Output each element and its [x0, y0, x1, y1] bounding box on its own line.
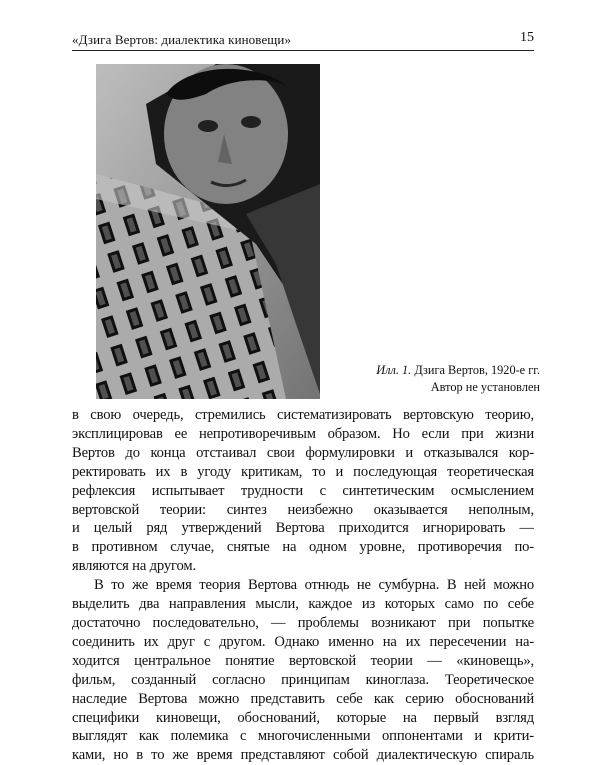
caption-line-2: Автор не установлен — [430, 380, 540, 394]
text-line: выглядят как полемика с многочисленными оппонентами и крити- — [72, 728, 534, 745]
text-line: в противном случае, снятые на одном уровне, противоречия по- — [72, 539, 534, 556]
text-line: специфики киновещи, обоснований, которые на первый взгляд — [72, 709, 534, 726]
paragraph-1 — [72, 406, 534, 576]
portrait-photo — [96, 64, 320, 399]
text-line: и целый ряд утверждений Вертова приходится игнорировать — — [72, 520, 534, 537]
paragraph-2 — [72, 576, 534, 765]
text-line: фильм, созданный согласно принципам киноглаза. Теоретическое — [72, 671, 534, 688]
caption-text: Дзига Вертов, 1920-е гг. — [411, 363, 540, 377]
text-line: соединить их друг с другом. Однако именно на их пересечении на- — [72, 633, 534, 650]
text-line: вертовской теории: синтез неизбежно оказывается неполным, — [72, 501, 534, 518]
text-line: наследие Вертова можно представить себе как серию обоснований — [72, 690, 534, 707]
running-title: «Дзига Вертов: диалектика киновещи» — [72, 32, 292, 47]
page-number: 15 — [520, 30, 534, 45]
body-text — [72, 406, 534, 765]
caption-line-1 — [330, 362, 540, 379]
portrait-photo-drawing — [96, 64, 320, 399]
figure-caption — [330, 362, 540, 396]
text-line: ками, но в то же время представляют собой диалектическую спираль — [72, 747, 534, 764]
text-line: достаточно последовательно, — проблемы возникают при попытке — [72, 614, 534, 631]
text-line: ректировать их в угоду критикам, то и последующая теоретическая — [72, 463, 534, 480]
text-line: являются на другом. — [72, 558, 196, 575]
running-header — [72, 30, 534, 51]
text-line: эксплицировав ее непротиворечивым образом. Но если при жизни — [72, 425, 534, 442]
text-line: В то же время теория Вертова отнюдь не сумбурна. В ней можно — [94, 577, 534, 594]
text-line: Вертов до конца отстаивал свои формулировки и отказывался кор- — [72, 444, 534, 461]
text-line: ходится центральное понятие вертовской теории — «киновещь», — [72, 652, 534, 669]
caption-label: Илл. 1. — [376, 363, 412, 377]
text-line: выделить два направления мысли, каждое из которых само по себе — [72, 596, 534, 613]
text-line: рефлексия испытывает трудности с синтетическим осмыслением — [72, 482, 534, 499]
text-line: в свою очередь, стремились систематизировать вертовскую теорию, — [72, 407, 534, 423]
